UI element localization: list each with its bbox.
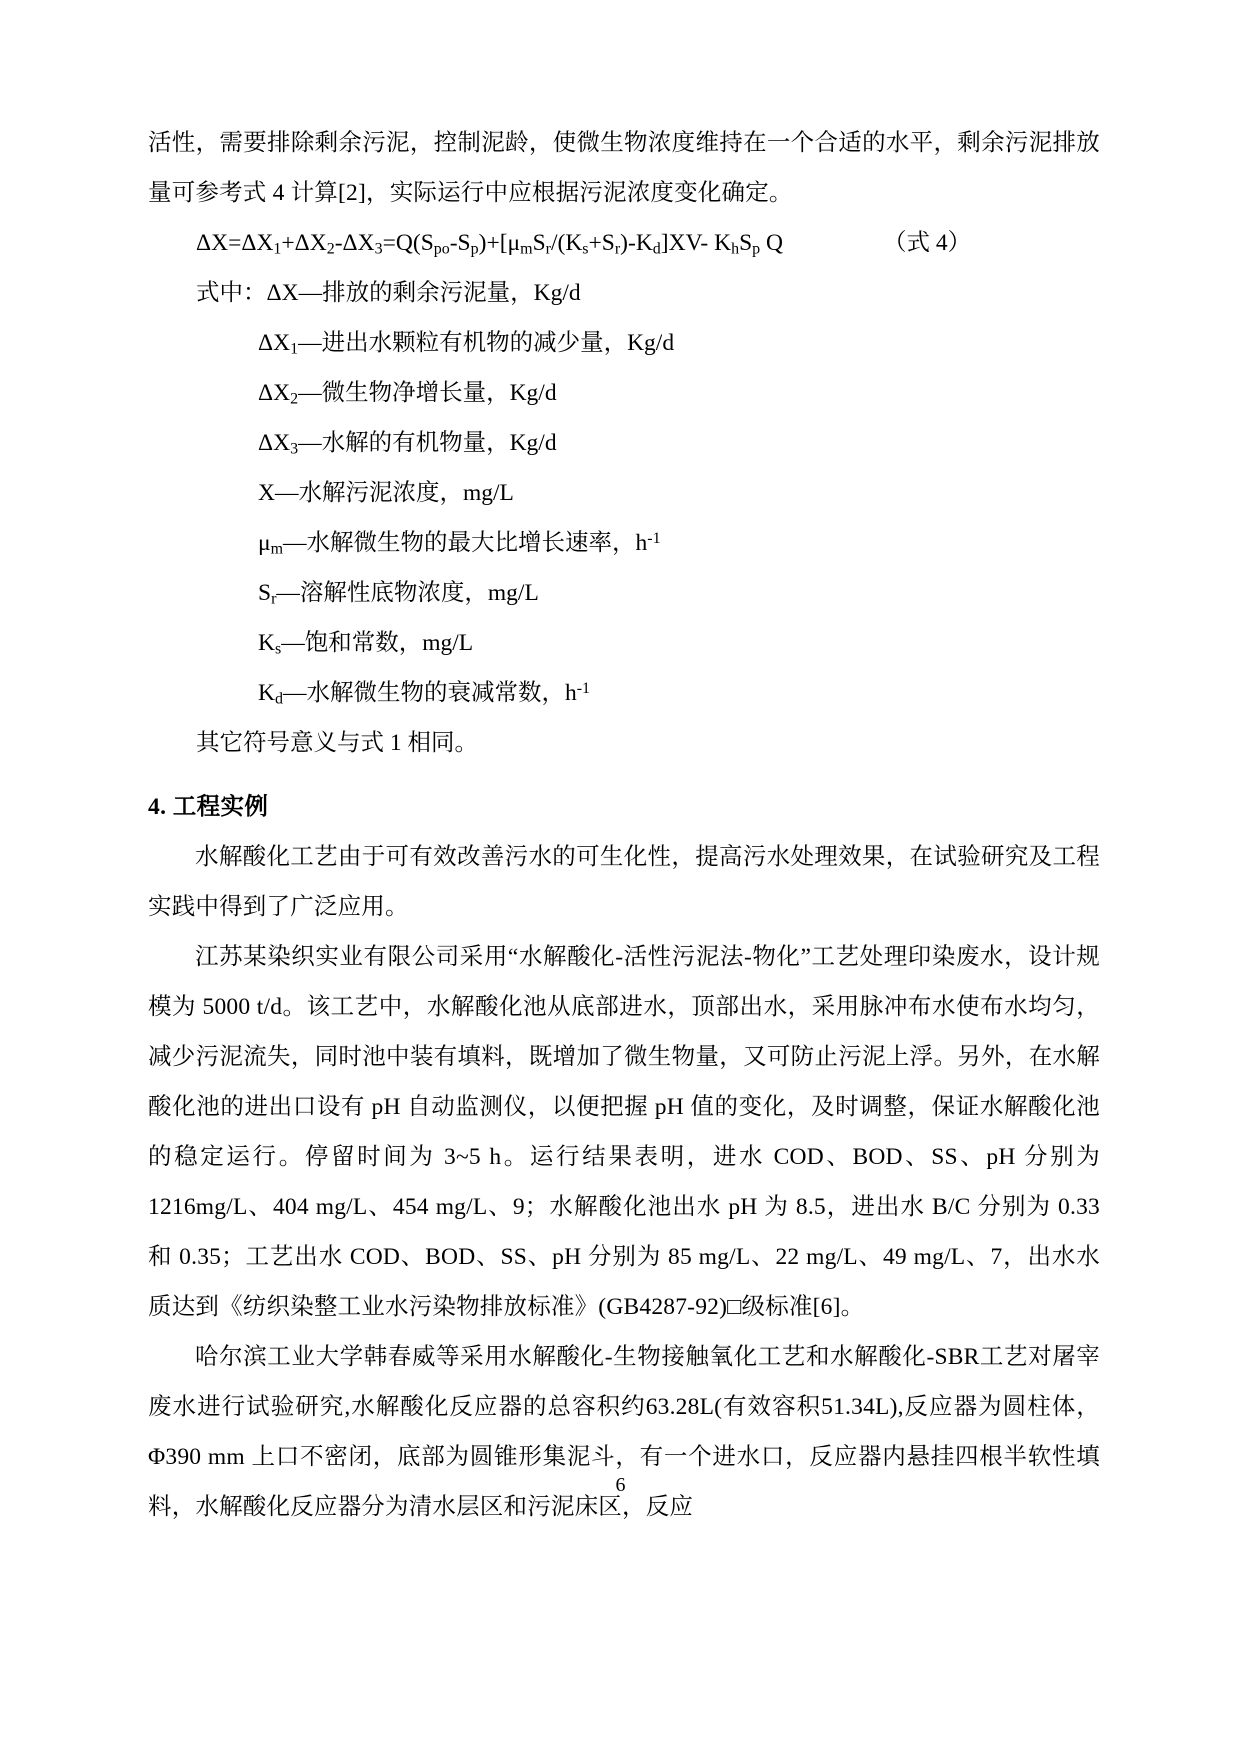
formula-subscript: 3 [374, 240, 383, 258]
definition-text: —水解污泥浓度，mg/L [274, 480, 514, 506]
definition-line [148, 668, 1100, 718]
definition-symbol: μ [258, 530, 271, 556]
paragraph-1: 水解酸化工艺由于可有效改善污水的可生化性，提高污水处理效果，在试验研究及工程实践中得到了广泛应用。 [148, 844, 1100, 920]
definition-text: —水解微生物的衰减常数，h [282, 680, 577, 706]
definition-text: —饱和常数，mg/L [281, 630, 474, 656]
definition-symbol: ΔX [258, 380, 291, 406]
formula-part: Q [760, 230, 783, 256]
formula-part: /(K [550, 230, 583, 256]
definition-superscript: -1 [576, 679, 591, 697]
definition-symbol: K [258, 680, 275, 706]
formula-subscript: r [545, 240, 551, 258]
formula-subscript: s [582, 240, 589, 258]
formula-subscript: po [433, 240, 450, 258]
formula-number-label: （式 4） [882, 230, 972, 256]
definition-intro-line [148, 268, 1100, 318]
definition-symbol: ΔX [258, 430, 291, 456]
formula-subscript: p [752, 240, 761, 258]
paragraph-2: 江苏某染织实业有限公司采用“水解酸化-活性污泥法-物化”工艺处理印染废水，设计规模为 5000 t/d。该工艺中，水解酸化池从底部进水，顶部出水，采用脉冲布水使布水均匀，减少污泥流失，同时池中装有填料，既增加了微生物量，又可防止污泥上浮。另外，在水解酸化池的进出口设有 pH 自动监测仪，以便把握 pH 值的变化，及时调整，保证水解酸化池的稳定运行。停留时间为 3~5 h。运行结果表明，进水 COD、BOD、SS、pH 分别为 1216mg/L、404 mg/L、454 mg/L、9；水解酸化池出水 pH 为 8.5，进出水 B/C 分别为 0.33 和 0.35；工艺出水 COD、BOD、SS、pH 分别为 85 mg/L、22 mg/L、49 mg/L、7，出水水质达到《纺织染整工业水污染物排放标准》(GB4287-92)□级标准[6]。 [148, 944, 1100, 1320]
formula-part: )+[μ [478, 230, 521, 256]
definition-text: —进出水颗粒有机物的减少量，Kg/d [298, 330, 675, 356]
page-content [148, 118, 1100, 1532]
definition-subscript: m [270, 540, 284, 558]
definition-subscript: 1 [290, 340, 299, 358]
definition-intro-prefix: 式中： [196, 280, 267, 306]
definition-line [148, 468, 1100, 518]
formula-expression [196, 218, 783, 268]
formula-subscript: p [470, 240, 479, 258]
formula-equation-4 [148, 218, 1100, 268]
definition-line [148, 618, 1100, 668]
definition-superscript: -1 [647, 529, 661, 547]
definition-text: —溶解性底物浓度，mg/L [276, 580, 539, 606]
definition-symbol: ΔX [266, 280, 299, 306]
formula-part: -S [449, 230, 471, 256]
other-symbols-line: 其它符号意义与式 1 相同。 [196, 730, 478, 756]
section-heading-engineering-examples: 4. 工程实例 [148, 794, 269, 820]
formula-subscript: h [731, 240, 740, 258]
page-number-footer: 6 [615, 1474, 626, 1496]
definition-subscript: 3 [290, 440, 299, 458]
formula-part: S [739, 230, 753, 256]
formula-part: )-K [620, 230, 653, 256]
formula-subscript: 1 [273, 240, 282, 258]
definition-subscript: 2 [290, 390, 299, 408]
definition-line [148, 518, 1100, 568]
definition-text: —水解微生物的最大比增长速率，h [283, 530, 648, 556]
definition-text: —微生物净增长量，Kg/d [298, 380, 557, 406]
definition-symbol: X [258, 480, 275, 506]
formula-subscript: 2 [326, 240, 335, 258]
definition-line [148, 418, 1100, 468]
definition-symbol: K [258, 630, 275, 656]
spacer [148, 768, 1100, 774]
definition-subscript: r [271, 590, 277, 608]
paragraph-3: 哈尔滨工业大学韩春威等采用水解酸化-生物接触氧化工艺和水解酸化-SBR工艺对屠宰废水进行试验研究,水解酸化反应器的总容积约63.28L(有效容积51.34L),反应器为圆柱体，Φ390 mm 上口不密闭，底部为圆锥形集泥斗，有一个进水口，反应器内悬挂四根半软性填料，水解酸化反应器分为清水层区和污泥床区，反应 [148, 1344, 1100, 1520]
definition-line [148, 568, 1100, 618]
definition-text: —水解的有机物量，Kg/d [298, 430, 557, 456]
formula-part: S [532, 230, 546, 256]
formula-subscript: r [614, 240, 621, 258]
definition-subscript: s [274, 640, 282, 658]
formula-part: ΔX=ΔX [196, 230, 274, 256]
definition-line [148, 318, 1100, 368]
definition-symbol: S [258, 580, 272, 606]
definition-text: —排放的剩余污泥量，Kg/d [298, 280, 581, 306]
formula-part: +S [588, 230, 615, 256]
formula-part: =Q(S [382, 230, 434, 256]
definition-subscript: d [274, 690, 283, 708]
formula-part: +ΔX [281, 230, 327, 256]
definition-symbol: ΔX [258, 330, 291, 356]
definition-line [148, 368, 1100, 418]
formula-part: -ΔX [334, 230, 375, 256]
formula-subscript: d [652, 240, 661, 258]
paragraph-continued-top: 活性，需要排除剩余污泥，控制泥龄，使微生物浓度维持在一个合适的水平，剩余污泥排放量可参考式 4 计算[2]，实际运行中应根据污泥浓度变化确定。 [148, 130, 1100, 206]
formula-part: ]XV- K [660, 230, 732, 256]
formula-subscript: m [520, 240, 533, 258]
